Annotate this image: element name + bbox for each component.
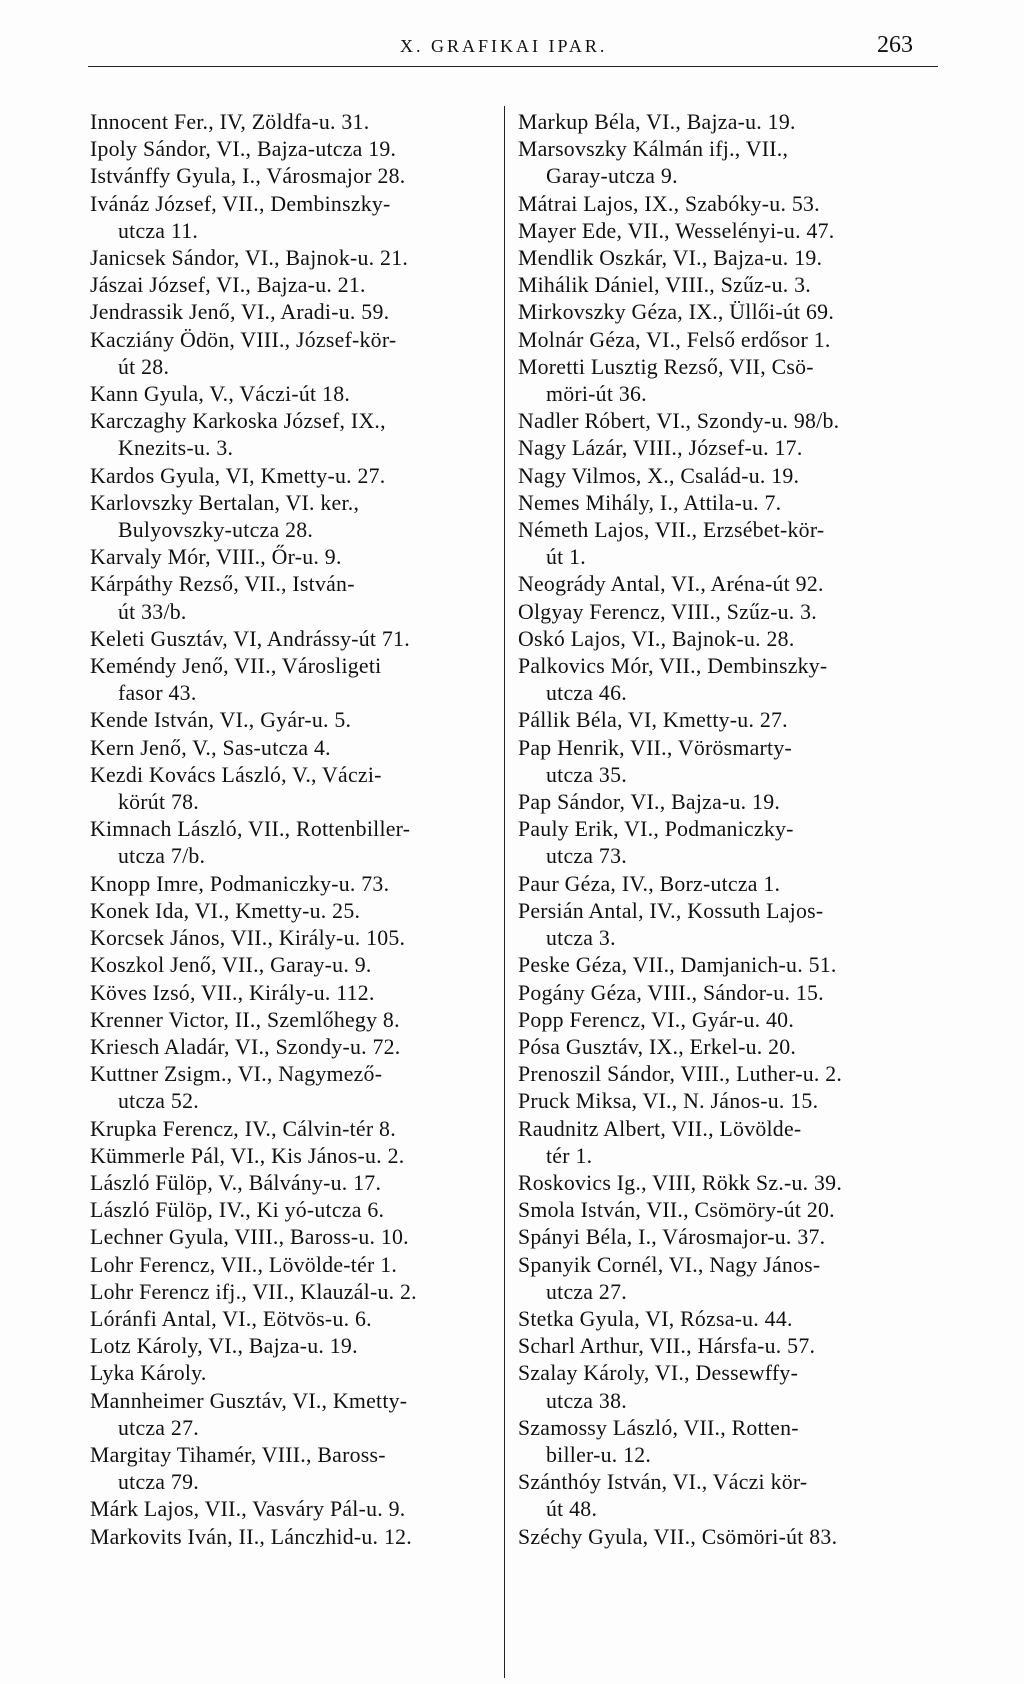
directory-line: Markup Béla, VI., Bajza-u. 19. [518,110,796,134]
directory-line: Nagy Vilmos, X., Család-u. 19. [518,463,800,488]
directory-line: László Fülöp, V., Bálvány-u. 17. [90,1170,382,1195]
column-divider [504,106,505,1678]
directory-line: utcza 7/b. [118,844,206,869]
directory-line: Lyka Károly. [90,1361,207,1386]
directory-line: Markovits Iván, II., Lánczhid-u. 12. [90,1524,412,1549]
directory-line: Pap Sándor, VI., Bajza-u. 19. [518,790,781,815]
directory-line: Mendlik Oszkár, VI., Bajza-u. 19. [518,246,823,271]
directory-line: Konek Ida, VI., Kmetty-u. 25. [90,898,361,923]
directory-line: Pogány Géza, VIII., Sándor-u. 15. [518,980,824,1005]
directory-line: Palkovics Mór, VII., Dembinszky- [518,654,828,679]
directory-line: László Fülöp, IV., Ki yó-utcza 6. [90,1198,385,1223]
directory-line: Keleti Gusztáv, VI, Andrássy-út 71. [90,626,410,651]
directory-line: Spanyik Cornél, VI., Nagy János- [518,1252,821,1277]
directory-line: Marsovszky Kálmán ifj., VII., [518,137,789,162]
directory-line: út 48. [546,1497,598,1522]
directory-line: Ivánáz József, VII., Dembinszky- [90,191,391,216]
directory-line: Nadler Róbert, VI., Szondy-u. 98/b. [518,409,840,434]
directory-line: Nagy Lázár, VIII., József-u. 17. [518,436,803,461]
directory-line: Ipoly Sándor, VI., Bajza-utcza 19. [90,137,397,162]
directory-line: Mayer Ede, VII., Wesselényi-u. 47. [518,218,835,243]
directory-line: Jendrassik Jenő, VI., Aradi-u. 59. [90,300,390,325]
directory-line: Koszkol Jenő, VII., Garay-u. 9. [90,953,372,978]
directory-line: Kümmerle Pál, VI., Kis János-u. 2. [90,1143,405,1168]
directory-line: Kárpáthy Rezső, VII., István- [90,572,355,597]
directory-line: Pauly Erik, VI., Podmaniczky- [518,817,794,842]
directory-line: Szamossy László, VII., Rotten- [518,1415,799,1440]
directory-line: Kardos Gyula, VI, Kmetty-u. 27. [90,463,386,488]
directory-line: Bulyovszky-utcza 28. [118,518,314,543]
directory-line: Lechner Gyula, VIII., Baross-u. 10. [90,1225,409,1250]
directory-line: út 33/b. [118,599,187,624]
directory-line: Moretti Lusztig Rezső, VII, Csö- [518,354,814,379]
directory-line: Peske Géza, VII., Damjanich-u. 51. [518,953,837,978]
directory-line: Knezits-u. 3. [118,436,234,461]
directory-line: Nemes Mihály, I., Attila-u. 7. [518,490,782,515]
directory-line: utcza 79. [118,1470,199,1495]
directory-line: Pap Henrik, VII., Vörösmarty- [518,735,793,760]
directory-line: Raudnitz Albert, VII., Lövölde- [518,1116,802,1141]
directory-line: Roskovics Ig., VIII, Rökk Sz.-u. 39. [518,1170,843,1195]
directory-line: Innocent Fer., IV, Zöldfa-u. 31. [90,110,370,134]
directory-line: Garay-utcza 9. [546,164,678,189]
directory-line: Lohr Ferencz, VII., Lövölde-tér 1. [90,1252,398,1277]
directory-line: Olgyay Ferencz, VIII., Szűz-u. 3. [518,599,817,624]
directory-line: Kriesch Aladár, VI., Szondy-u. 72. [90,1034,401,1059]
directory-line: biller-u. 12. [546,1442,652,1467]
directory-line: Molnár Géza, VI., Felső erdősor 1. [518,327,831,352]
page-header [0,30,1024,70]
directory-line: fasor 43. [118,681,197,706]
header-rule [88,66,938,67]
directory-line: Jászai József, VI., Bajza-u. 21. [90,273,366,298]
directory-line: Janicsek Sándor, VI., Bajnok-u. 21. [90,246,409,271]
directory-line: Pruck Miksa, VI., N. János-u. 15. [518,1089,819,1114]
directory-line: Krupka Ferencz, IV., Cálvin-tér 8. [90,1116,396,1141]
directory-line: utcza 3. [546,926,616,951]
directory-line: Karczaghy Karkoska József, IX., [90,409,386,434]
directory-line: Mátrai Lajos, IX., Szabóky-u. 53. [518,191,820,216]
directory-line: Márk Lajos, VII., Vasváry Pál-u. 9. [90,1497,406,1522]
running-head: X. GRAFIKAI IPAR. [400,36,608,56]
directory-line: Kezdi Kovács László, V., Váczi- [90,762,382,787]
directory-line: Mannheimer Gusztáv, VI., Kmetty- [90,1388,408,1413]
directory-line: utcza 27. [546,1279,627,1304]
directory-line: Németh Lajos, VII., Erzsébet-kör- [518,518,825,543]
directory-line: utcza 52. [118,1089,199,1114]
directory-line: út 1. [546,545,587,570]
directory-line: Neogrády Antal, VI., Aréna-út 92. [518,572,824,597]
directory-line: Korcsek János, VII., Király-u. 105. [90,926,406,951]
directory-line: Mirkovszky Géza, IX., Üllői-út 69. [518,300,835,325]
directory-line: Margitay Tihamér, VIII., Baross- [90,1442,386,1467]
page-number: 263 [877,32,913,58]
directory-line: utcza 38. [546,1388,627,1413]
right-column [518,109,914,1551]
directory-line: Kuttner Zsigm., VI., Nagymező- [90,1062,383,1087]
directory-line: Lohr Ferencz ifj., VII., Klauzál-u. 2. [90,1279,417,1304]
directory-line: Knopp Imre, Podmaniczky-u. 73. [90,871,390,896]
directory-line: Lóránfi Antal, VI., Eötvös-u. 6. [90,1306,372,1331]
directory-line: Karlovszky Bertalan, VI. ker., [90,490,360,515]
directory-line: Paur Géza, IV., Borz-utcza 1. [518,871,781,896]
directory-line: tér 1. [546,1143,593,1168]
directory-line: út 28. [118,354,170,379]
directory-line: Szalay Károly, VI., Dessewffy- [518,1361,799,1386]
directory-line: utcza 46. [546,681,627,706]
directory-line: Oskó Lajos, VI., Bajnok-u. 28. [518,626,795,651]
directory-line: Köves Izsó, VII., Király-u. 112. [90,980,375,1005]
directory-line: Popp Ferencz, VI., Gyár-u. 40. [518,1007,795,1032]
directory-line: Széchy Gyula, VII., Csömöri-út 83. [518,1524,838,1549]
directory-line: Pállik Béla, VI, Kmetty-u. 27. [518,708,788,733]
directory-line: Stetka Gyula, VI, Rózsa-u. 44. [518,1306,793,1331]
directory-line: Persián Antal, IV., Kossuth Lajos- [518,898,824,923]
directory-line: Szánthóy István, VI., Váczi kör- [518,1470,808,1495]
directory-line: Kende István, VI., Gyár-u. 5. [90,708,352,733]
directory-line: Kacziány Ödön, VIII., József-kör- [90,327,397,352]
directory-line: Istvánffy Gyula, I., Városmajor 28. [90,164,406,189]
left-column [90,109,496,1551]
directory-line: Scharl Arthur, VII., Hársfa-u. 57. [518,1334,816,1359]
directory-line: Pósa Gusztáv, IX., Erkel-u. 20. [518,1034,797,1059]
directory-line: utcza 11. [118,218,199,243]
directory-line: utcza 73. [546,844,627,869]
directory-line: Prenoszil Sándor, VIII., Luther-u. 2. [518,1062,843,1087]
directory-line: Spányi Béla, I., Városmajor-u. 37. [518,1225,826,1250]
directory-line: Kern Jenő, V., Sas-utcza 4. [90,735,331,760]
directory-line: Karvaly Mór, VIII., Őr-u. 9. [90,545,342,570]
directory-line: Smola István, VII., Csömöry-út 20. [518,1198,835,1223]
directory-line: möri-út 36. [546,382,647,407]
directory-line: Krenner Victor, II., Szemlőhegy 8. [90,1007,400,1032]
directory-line: utcza 35. [546,762,627,787]
directory-line: körút 78. [118,790,199,815]
directory-line: Keméndy Jenő, VII., Városligeti [90,654,382,679]
directory-line: utcza 27. [118,1415,199,1440]
directory-line: Kimnach László, VII., Rottenbiller- [90,817,411,842]
directory-line: Kann Gyula, V., Váczi-út 18. [90,382,351,407]
directory-line: Lotz Károly, VI., Bajza-u. 19. [90,1334,358,1359]
directory-line: Mihálik Dániel, VIII., Szűz-u. 3. [518,273,811,298]
